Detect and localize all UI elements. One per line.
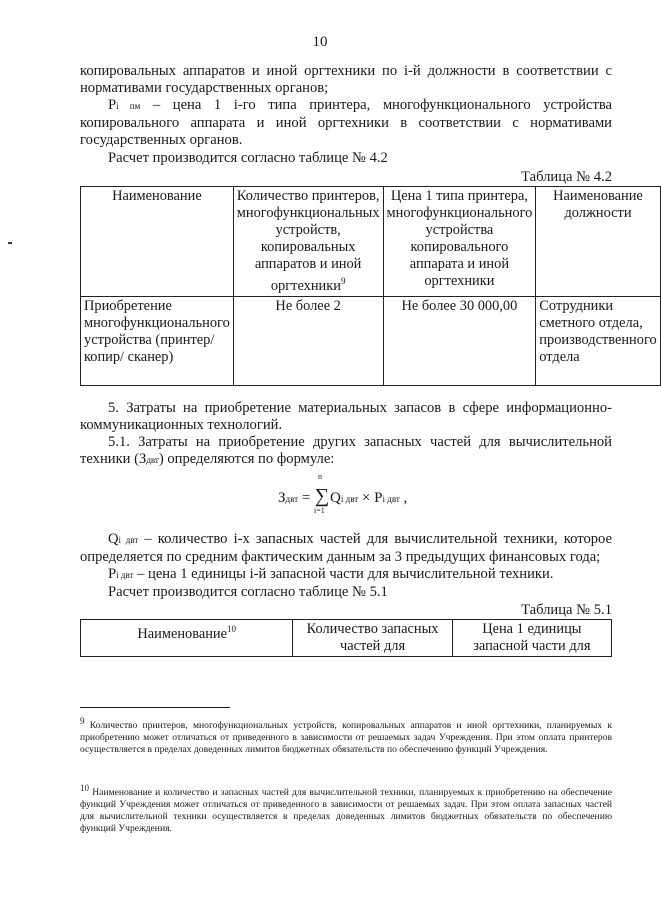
- table-4-2: [80, 186, 661, 386]
- paragraph-5: 5.1. Затраты на приобретение других запасных частей для вычислительной техники (Здвт) определяются по формуле:: [80, 433, 612, 467]
- paragraph-2: Pi пм – цена 1 i-го типа принтера, многофункционального устройства копировального аппарата и иной оргтехники в соответствии с нормативами государственных органов.: [80, 97, 613, 148]
- table-header-cell: Наименование должности: [536, 187, 660, 297]
- table-header-row: [81, 187, 661, 297]
- table-cell: Сотрудники сметного отдела, производственного отдела: [536, 296, 660, 385]
- footnote-10: $^{10}$ Наименование и количество и запасных частей для вычислительной техники, планируемых к приобретению на обеспечение функций Учреждения может отличаться от приведенного в зависимости от решаемых задач. При этом оплата запасных частей для вычислительной техники осуществляется в пределах доведенных лимитов бюджетных обязательств по обеспечению функций Учреждения.: [80, 783, 612, 835]
- table-header-row: [81, 619, 612, 656]
- footnote-separator: [80, 707, 230, 708]
- table-caption-5-1: Таблица № 5.1: [521, 601, 612, 618]
- table-header-cell: Количество запасных частей для: [293, 619, 452, 656]
- table-cell: Приобретение многофункционального устройства (принтер/копир/ сканер): [81, 296, 234, 385]
- table-5-1: [80, 619, 612, 657]
- table-header-cell: Количество принтеров, многофункциональных устройств, копировальных аппаратов и иной оргтехники$^9$: [233, 187, 383, 297]
- table-caption-4-2: Таблица № 4.2: [521, 169, 612, 185]
- table-row: [81, 296, 661, 385]
- page-number: 10: [312, 34, 328, 50]
- paragraph-7: Pi двт – цена 1 единицы i-й запасной части для вычислительной техники.: [108, 565, 554, 582]
- paragraph-8: Расчет производится согласно таблице № 5.1: [108, 583, 388, 600]
- table-header-cell: Наименование: [81, 187, 234, 297]
- paragraph-3: Расчет производится согласно таблице № 4.2: [108, 150, 388, 166]
- footnote-9: $^9$ Количество принтеров, многофункциональных устройств, копировальных аппаратов и иной оргтехники, планируемых к приобретению может отличаться от приведенного в зависимости от решаемых задач Учреждения. При этом оплата принтеров осуществляется в пределах доведенных лимитов бюджетных обязательств по обеспечению функций Учреждения.: [80, 716, 612, 756]
- paragraph-1: копировальных аппаратов и иной оргтехники по i-й должности в соответствии с нормативами государственных органов;: [80, 63, 612, 96]
- table-cell: Не более 30 000,00: [383, 296, 536, 385]
- margin-mark: [8, 242, 12, 244]
- table-header-cell: Цена 1 единицы запасной части для: [452, 619, 611, 656]
- table-cell: Не более 2: [233, 296, 383, 385]
- table-header-cell: Цена 1 типа принтера, многофункционального устройства копировального аппарата и иной оргтехники: [383, 187, 536, 297]
- table-header-cell: Наименование$^{10}$: [81, 619, 293, 656]
- paragraph-4: 5. Затраты на приобретение материальных запасов в сфере информационно-коммуникационных технологий.: [80, 399, 612, 433]
- formula: Здвт = n ∑ i=1 Qi двт × Pi двт ,: [278, 471, 408, 515]
- paragraph-6: Qi двт – количество i-х запасных частей для вычислительной техники, которое определяется по средним фактическим данным за 3 предыдущих финансовых года;: [80, 530, 612, 565]
